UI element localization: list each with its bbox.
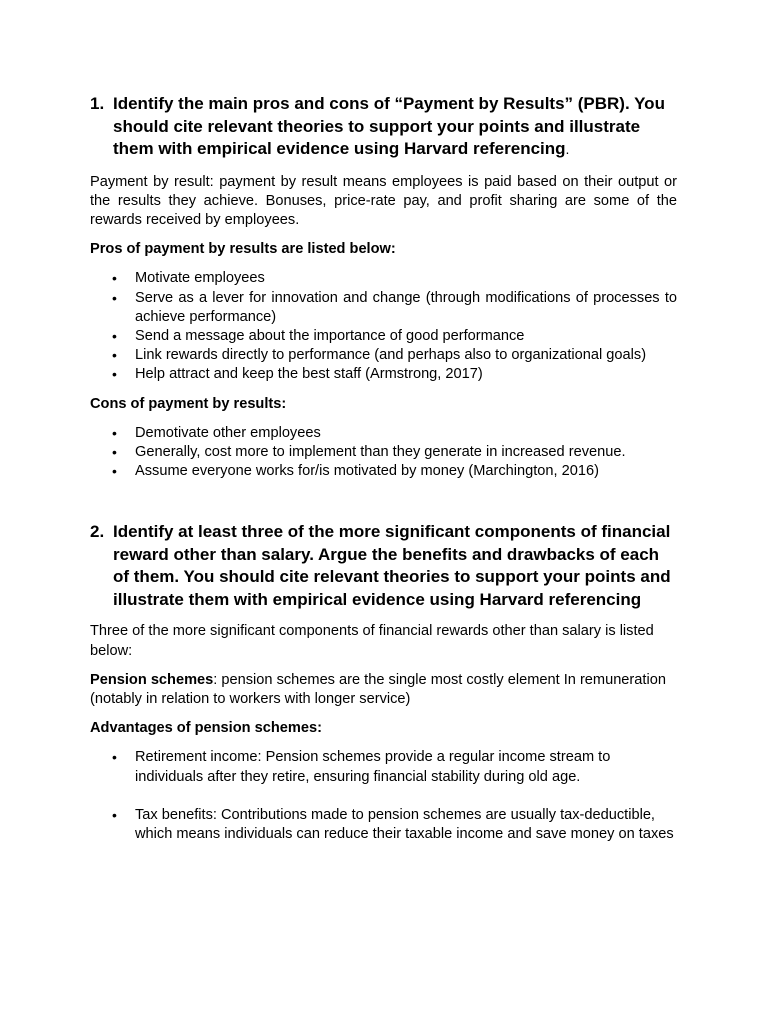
- cons-title: Cons of payment by results:: [90, 395, 287, 412]
- advantages-title: Advantages of pension schemes:: [90, 720, 322, 737]
- pros-title: Pros of payment by results are listed below:: [90, 241, 396, 258]
- bullet-icon: •: [112, 443, 117, 460]
- question-1-heading-text: Identify the main pros and cons of “Payment by Results” (PBR). You should cite relevant theories to support your points and illustrate them with empirical evidence using Harvard referencing: [113, 94, 665, 158]
- list-item: • Send a message about the importance of good performance: [90, 327, 677, 346]
- bullet-icon: •: [112, 327, 117, 344]
- list-item: • Assume everyone works for/is motivated by money (Marchington, 2016): [90, 462, 677, 481]
- question-1-number: 1.: [90, 94, 105, 113]
- list-item: • Serve as a lever for innovation and change (through modifications of processes to achieve performance): [112, 289, 677, 325]
- advantages-list: [90, 748, 677, 844]
- pension-schemes-label: Pension schemes: [90, 671, 214, 688]
- bullet-icon: •: [112, 270, 117, 287]
- list-item: • Generally, cost more to implement than they generate in increased revenue.: [90, 443, 677, 462]
- pros-list: [90, 269, 677, 384]
- question-2-number: 2.: [90, 522, 105, 542]
- list-item: • Retirement income: Pension schemes provide a regular income stream to individuals after they retire, ensuring financial stability during old age.: [112, 749, 611, 785]
- bullet-icon: •: [112, 424, 117, 441]
- question-1-heading: [90, 93, 677, 161]
- bullet-icon: •: [112, 366, 117, 383]
- question-2-heading: [90, 521, 677, 611]
- q1-intro-paragraph: Payment by result: payment by result means employees is paid based on their output or the results they achieve. Bonuses, price-rate pay, and profit sharing are some of the rewards received by employees.: [90, 173, 677, 228]
- list-item: • Demotivate other employees: [90, 424, 677, 443]
- pension-schemes-paragraph: [90, 671, 677, 709]
- pension-schemes-text: : pension schemes are the single most costly element In remuneration (notably in relation to workers with longer service): [90, 671, 666, 707]
- question-2-heading-text: Identify at least three of the more significant components of financial reward other than salary. Argue the benefits and drawbacks of each of them. You should cite relevant theories to support your points and illustrate them with empirical evidence using Harvard referencing: [113, 522, 671, 609]
- bullet-icon: •: [112, 289, 117, 306]
- list-item: • Motivate employees: [90, 269, 677, 288]
- document-page: [90, 93, 677, 844]
- bullet-icon: •: [112, 347, 117, 364]
- question-1-heading-period: .: [565, 141, 570, 157]
- bullet-icon: •: [112, 749, 117, 766]
- bullet-icon: •: [112, 806, 117, 823]
- list-item: • Link rewards directly to performance (and perhaps also to organizational goals): [90, 346, 677, 365]
- list-item: • Help attract and keep the best staff (Armstrong, 2017): [90, 365, 677, 384]
- q2-intro-paragraph: Three of the more significant components of financial rewards other than salary is listed below:: [90, 623, 654, 659]
- list-item: • Tax benefits: Contributions made to pension schemes are usually tax-deductible, which means individuals can reduce their taxable income and save money on taxes: [112, 806, 674, 842]
- cons-list: [90, 424, 677, 482]
- bullet-icon: •: [112, 463, 117, 480]
